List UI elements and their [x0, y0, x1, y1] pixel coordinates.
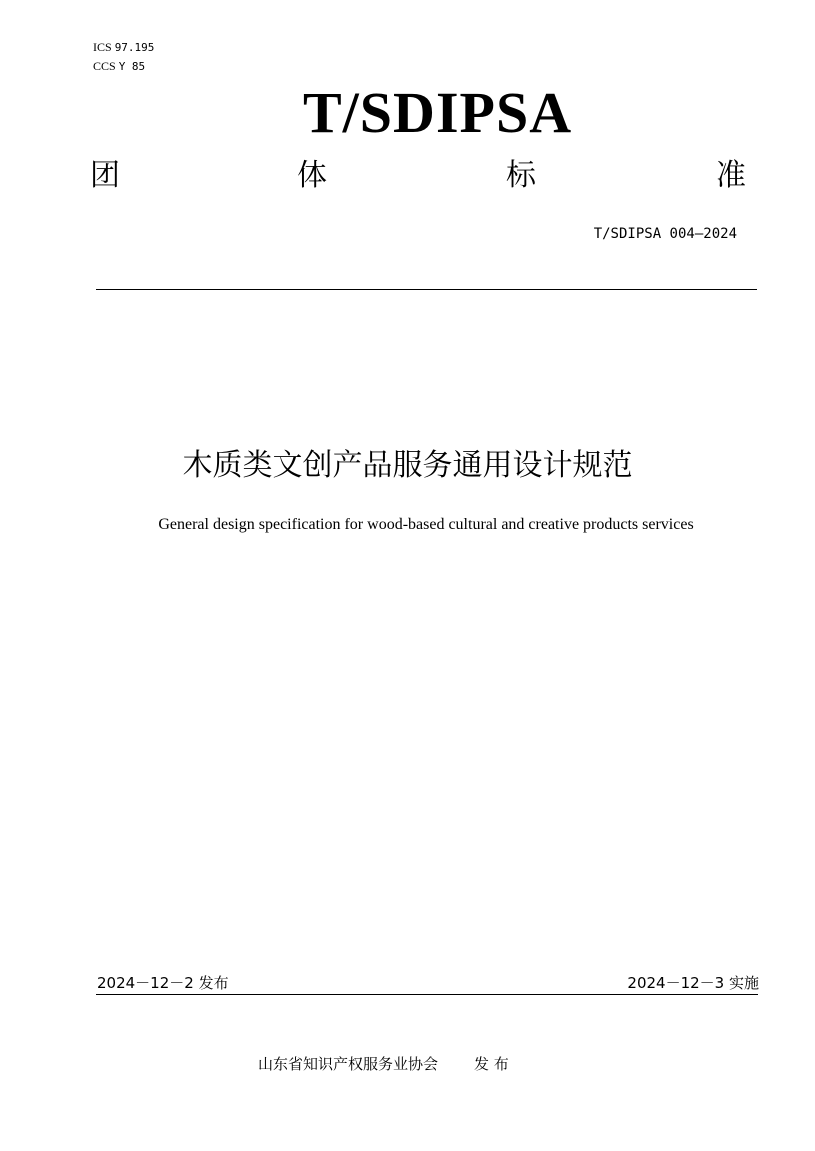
publish-date: 2024－12－2 发布	[97, 974, 229, 992]
footer-divider	[96, 994, 758, 995]
implement-date: 2024－12－3 实施	[627, 974, 759, 992]
ccs-code: Y 85	[118, 60, 146, 73]
standard-number: T/SDIPSA 004—2024	[593, 226, 737, 242]
issuer-name: 山东省知识产权服务业协会	[258, 1055, 439, 1073]
classification-codes	[93, 38, 154, 76]
kind-char-2: 体	[297, 158, 327, 193]
kind-char-4: 准	[716, 158, 746, 193]
ics-code: 97.195	[114, 41, 155, 54]
issuer-action: 发 布	[474, 1055, 509, 1073]
ccs-label: CCS	[93, 59, 116, 73]
issuer	[258, 1053, 509, 1075]
kind-char-3: 标	[506, 158, 536, 193]
ics-label: ICS	[93, 40, 112, 54]
title-chinese: 木质类文创产品服务通用设计规范	[182, 448, 633, 483]
header-divider	[96, 289, 757, 290]
kind-char-1: 团	[90, 158, 120, 193]
title-english: General design specification for wood-based cultural and creative products services	[158, 516, 694, 533]
ics-line	[93, 38, 154, 57]
ccs-line	[93, 57, 154, 76]
standard-brand: T/SDIPSA	[303, 80, 573, 145]
